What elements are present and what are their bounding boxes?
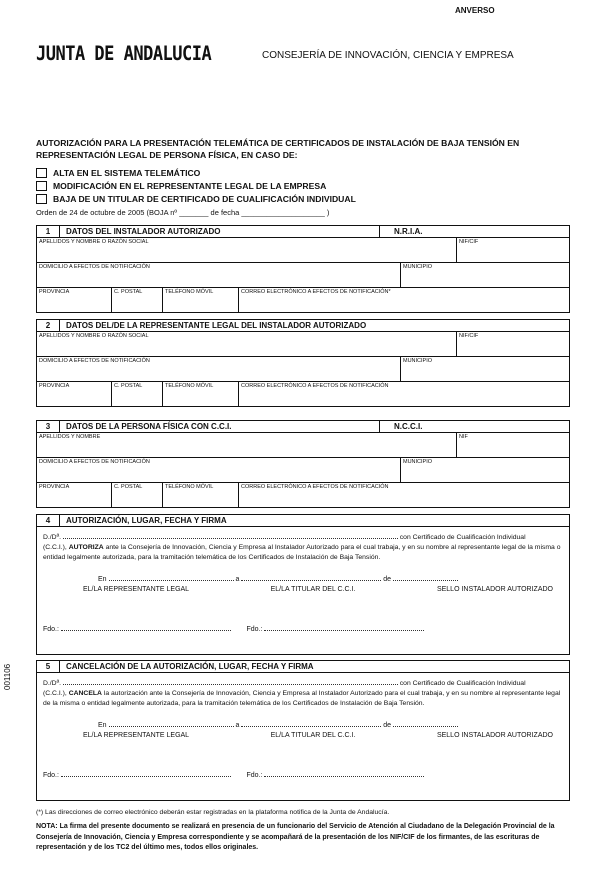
tit-label: EL/LA TITULAR DEL C.C.I. [270,732,356,739]
correo-field[interactable]: CORREO ELECTRÓNICO A EFECTOS DE NOTIFICACIÓN* [241,289,391,295]
junta-logo: JUNTA DE ANDALUCIA [36,42,212,66]
cci-label: (C.C.I.), [43,544,67,551]
date-line[interactable] [241,580,381,581]
sign-line-1[interactable] [61,630,231,631]
option-alta[interactable] [36,166,356,179]
cpostal-field[interactable]: C. POSTAL [112,382,163,406]
year-line[interactable] [393,726,458,727]
tit-label: EL/LA TITULAR DEL C.C.I. [270,586,356,593]
footnote: (*) Las direcciones de correo electrónico deberán estar registradas en la plataforma notifica de la Junta de Andalucía. [36,809,390,816]
option-label: MODIFICACIÓN EN EL REPRESENTANTE LEGAL DE LA EMPRESA [53,180,327,191]
checkbox[interactable] [36,168,47,178]
cert-label: con Certificado de Cualificación Individual [399,680,526,687]
telefono-field[interactable]: TELÉFONO MÓVIL [163,382,239,406]
section-number: 4 [37,515,60,526]
telefono-field[interactable]: TELÉFONO MÓVIL [163,288,239,312]
correo-field[interactable]: CORREO ELECTRÓNICO A EFECTOS DE NOTIFICACIÓN [241,383,389,389]
cert-label: con Certificado de Cualificación Individual [399,534,526,541]
section-title: AUTORIZACIÓN, LUGAR, FECHA Y FIRMA [66,516,227,525]
side-code: 001106 [3,663,12,690]
checkbox[interactable] [36,194,47,204]
autoriza-verb: AUTORIZA [68,544,104,551]
place-line[interactable] [109,726,234,727]
orden-line: Orden de 24 de octubre de 2005 (BOJA nº _______ de fecha ____________________ ) [36,208,330,217]
sign-line-2[interactable] [264,630,424,631]
apellidos-field[interactable]: APELLIDOS Y NOMBRE O RAZÓN SOCIAL [37,238,457,262]
section-3 [36,420,570,508]
anverso-label: ANVERSO [455,6,495,15]
en-label: En [98,722,107,729]
en-label: En [98,576,107,583]
section-title: DATOS DEL INSTALADOR AUTORIZADO [66,227,221,236]
section-2 [36,319,570,407]
date-line[interactable] [241,726,381,727]
domicilio-field[interactable]: DOMICILIO A EFECTOS DE NOTIFICACIÓN [37,357,401,381]
nria-label: N.R.I.A. [379,226,569,237]
sign-line-1[interactable] [61,776,231,777]
section-4 [36,514,570,655]
provincia-field[interactable]: PROVINCIA [37,288,112,312]
name-line[interactable] [63,538,398,539]
option-baja[interactable] [36,192,356,205]
section-title: DATOS DE LA PERSONA FÍSICA CON C.C.I. [66,422,232,431]
option-label: BAJA DE UN TITULAR DE CERTIFICADO DE CUALIFICACIÓN INDIVIDUAL [53,193,356,204]
a-label: a [235,722,240,729]
place-line[interactable] [109,580,234,581]
apellidos-field[interactable]: APELLIDOS Y NOMBRE [37,433,457,457]
section-number: 3 [37,421,60,432]
body-text: ante la Consejería de Innovación, Ciencia y Empresa al Instalador Autorizado para el cual trabaja, y en su nombre al representante legal de la misma o entidad legalmente autorizada, para la tramitación telemática de los Certificados de Instalación de Baja Tensión. [43,544,561,561]
section-title: CANCELACIÓN DE LA AUTORIZACIÓN, LUGAR, FECHA Y FIRMA [66,662,314,671]
checkbox[interactable] [36,181,47,191]
dd-label: D./Dª. [43,534,61,541]
form-title: AUTORIZACIÓN PARA LA PRESENTACIÓN TELEMÁTICA DE CERTIFICADOS DE INSTALACIÓN DE BAJA TENSIÓN EN REPRESENTACIÓN LEGAL DE PERSONA FÍSICA, EN CASO DE: [36,138,520,160]
sello-label: SELLO INSTALADOR AUTORIZADO [436,732,553,739]
year-line[interactable] [393,580,458,581]
options-list [36,166,356,205]
name-line[interactable] [63,684,398,685]
option-modificacion[interactable] [36,179,356,192]
a-label: a [235,576,240,583]
sign-line-2[interactable] [264,776,424,777]
dd-label: D./Dª. [43,680,61,687]
cci-label: (C.C.I.), [43,690,67,697]
section-1 [36,225,570,313]
section-number: 5 [37,661,60,672]
rep-label: EL/LA REPRESENTANTE LEGAL [83,586,190,593]
provincia-field[interactable]: PROVINCIA [37,382,112,406]
nota: NOTA: La firma del presente documento se realizará en presencia de un funcionario del Servicio de Atención al Ciudadano de la Delegación Provincial de la Consejería de Innovación, Ciencia y Empresa correspondiente y se acompañará de la presentación de los NIF/CIF de los firmantes, de las escrituras de representación y de los TC2 del último mes, todos ellos originales. [36,823,555,851]
section-number: 2 [37,320,60,331]
nif-field[interactable]: NIF/CIF [459,333,479,339]
provincia-field[interactable]: PROVINCIA [37,483,112,507]
telefono-field[interactable]: TELÉFONO MÓVIL [163,483,239,507]
cpostal-field[interactable]: C. POSTAL [112,288,163,312]
municipio-field[interactable]: MUNICIPIO [403,358,433,364]
fdo1-label: Fdo.: [43,626,59,633]
consejeria-title: CONSEJERÍA DE INNOVACIÓN, CIENCIA Y EMPRESA [262,50,514,61]
apellidos-field[interactable]: APELLIDOS Y NOMBRE O RAZÓN SOCIAL [37,332,457,356]
fdo2-label: Fdo.: [246,626,263,633]
section-number: 1 [37,226,60,237]
body-text: la autorización ante la Consejería de Innovación, Ciencia y Empresa al Instalador Autorizado para el cual trabaja, y en su nombre al representante legal de la misma o entidad legalmente autorizada, para la tramitación telemática de los Certificados de Instalación de Baja Tensión. [43,690,561,707]
domicilio-field[interactable]: DOMICILIO A EFECTOS DE NOTIFICACIÓN [37,263,401,287]
fdo2-label: Fdo.: [246,772,263,779]
section-title: DATOS DEL/DE LA REPRESENTANTE LEGAL DEL INSTALADOR AUTORIZADO [66,321,367,330]
fdo1-label: Fdo.: [43,772,59,779]
de-label: de [383,722,392,729]
ncci-label: N.C.C.I. [379,421,569,432]
municipio-field[interactable]: MUNICIPIO [403,459,433,465]
cancela-verb: CANCELA [68,690,102,697]
section-5 [36,660,570,801]
de-label: de [383,576,392,583]
option-label: ALTA EN EL SISTEMA TELEMÁTICO [53,167,201,178]
rep-label: EL/LA REPRESENTANTE LEGAL [83,732,190,739]
correo-field[interactable]: CORREO ELECTRÓNICO A EFECTOS DE NOTIFICACIÓN [241,484,389,490]
domicilio-field[interactable]: DOMICILIO A EFECTOS DE NOTIFICACIÓN [37,458,401,482]
municipio-field[interactable]: MUNICIPIO [403,264,433,270]
nif-field[interactable]: NIF [459,434,468,440]
sello-label: SELLO INSTALADOR AUTORIZADO [436,586,553,593]
cpostal-field[interactable]: C. POSTAL [112,483,163,507]
nif-field[interactable]: NIF/CIF [459,239,479,245]
